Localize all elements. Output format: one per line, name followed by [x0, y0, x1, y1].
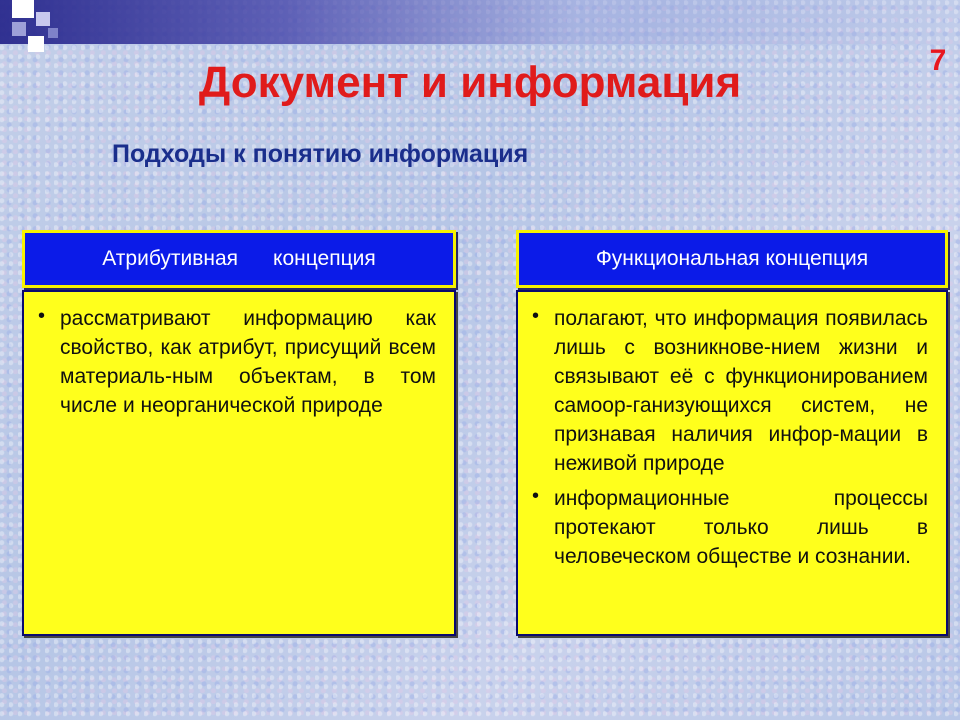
column-header-label: Атрибутивная концепция [102, 247, 376, 270]
decorative-square [12, 0, 34, 18]
bullet-icon: • [532, 305, 540, 327]
attributive-concept-header [22, 230, 456, 288]
bullet-icon: • [532, 485, 540, 507]
list-item [532, 484, 928, 571]
functional-concept-body [516, 290, 948, 636]
list-item [532, 304, 928, 478]
top-decorative-band [0, 0, 960, 44]
slide-title: Документ и информация [198, 58, 742, 107]
decorative-square [48, 28, 58, 38]
decorative-square [28, 36, 44, 52]
page-number: 7 [929, 44, 947, 77]
decorative-square [36, 12, 50, 26]
list-item-text: рассматривают информацию как свойство, как атрибут, присущий всем материаль-ным объектам, в том числе и неорганической природе [60, 307, 436, 417]
decorative-square [12, 22, 26, 36]
column-header-label: Функциональная концепция [595, 247, 869, 270]
list-item-text: полагают, что информация появилась лишь с возникнове-нием жизни и связывают её с функционированием самоор-ганизующихся систем, не признавая наличия инфор-мации в неживой природе [554, 307, 928, 475]
functional-concept-header [516, 230, 948, 288]
list-item-text: информационные процессы протекают только лишь в человеческом обществе и сознании. [554, 487, 928, 568]
slide-subtitle: Подходы к понятию информация [112, 140, 529, 168]
attributive-concept-body [22, 290, 456, 636]
bullet-icon: • [38, 305, 46, 327]
list-item [38, 304, 436, 420]
